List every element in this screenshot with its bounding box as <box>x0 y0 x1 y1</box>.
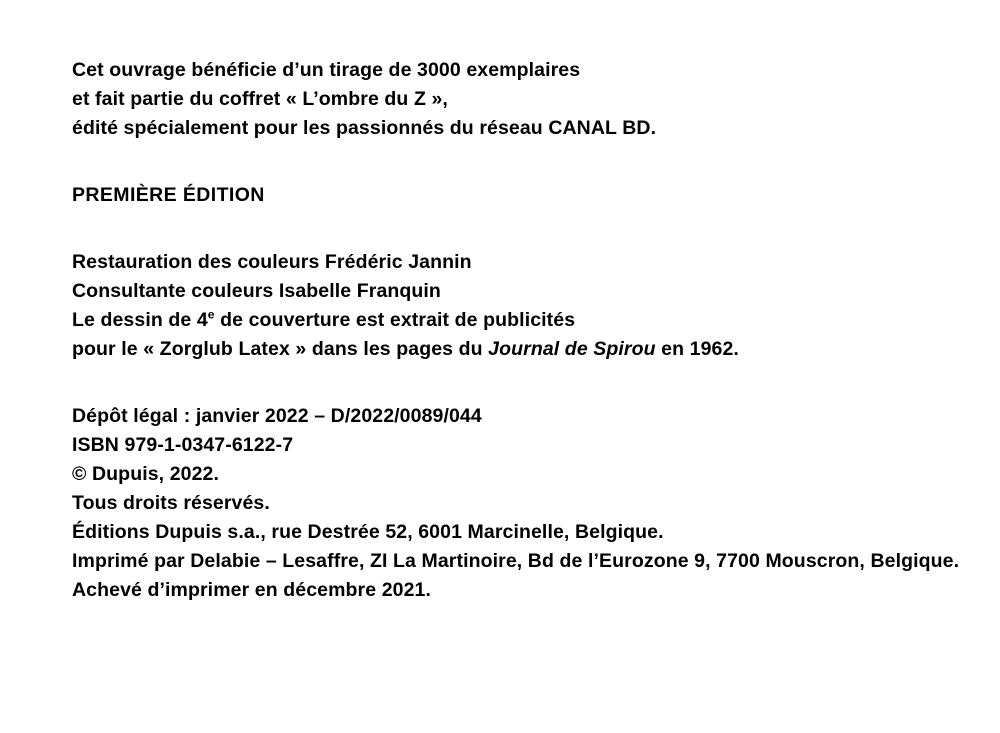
back-cover-note-prefix: Le dessin de 4 <box>72 309 208 331</box>
print-run-line-2: et fait partie du coffret « L’ombre du Z », <box>72 88 448 110</box>
edition-block <box>72 181 952 210</box>
back-cover-note-ordinal: e <box>207 307 215 322</box>
print-run-line-3: édité spécialement pour les passionnés du réseau CANAL BD. <box>72 117 657 139</box>
edition-label: PREMIÈRE ÉDITION <box>72 184 265 206</box>
print-run-line-1: Cet ouvrage bénéficie d’un tirage de 3000 exemplaires <box>72 59 581 81</box>
print-run-block <box>72 56 952 143</box>
credit-color-consultant: Consultante couleurs Isabelle Franquin <box>72 280 441 302</box>
source-prefix: pour le « Zorglub Latex » dans les pages du <box>72 338 489 360</box>
credit-color-restoration: Restauration des couleurs Frédéric Jannin <box>72 251 472 273</box>
rights-reserved: Tous droits réservés. <box>72 492 270 514</box>
isbn: ISBN 979-1-0347-6122-7 <box>72 434 294 456</box>
source-title: Journal de Spirou <box>488 338 656 360</box>
source-suffix: en 1962. <box>655 338 739 360</box>
back-cover-note <box>72 306 952 335</box>
legal-block <box>72 402 960 605</box>
credits-block <box>72 248 952 364</box>
publisher-address: Éditions Dupuis s.a., rue Destrée 52, 6001 Marcinelle, Belgique. <box>72 521 664 543</box>
colophon-text-block <box>72 56 960 605</box>
back-cover-note-suffix: de couverture est extrait de publicités <box>214 309 576 331</box>
copyright: © Dupuis, 2022. <box>72 463 219 485</box>
printer-address: Imprimé par Delabie – Lesaffre, ZI La Martinoire, Bd de l’Eurozone 9, 7700 Mouscron, Belgique. <box>72 550 960 572</box>
legal-deposit: Dépôt légal : janvier 2022 – D/2022/0089/044 <box>72 405 482 427</box>
print-completion-date: Achevé d’imprimer en décembre 2021. <box>72 579 432 601</box>
back-cover-source <box>72 335 952 364</box>
